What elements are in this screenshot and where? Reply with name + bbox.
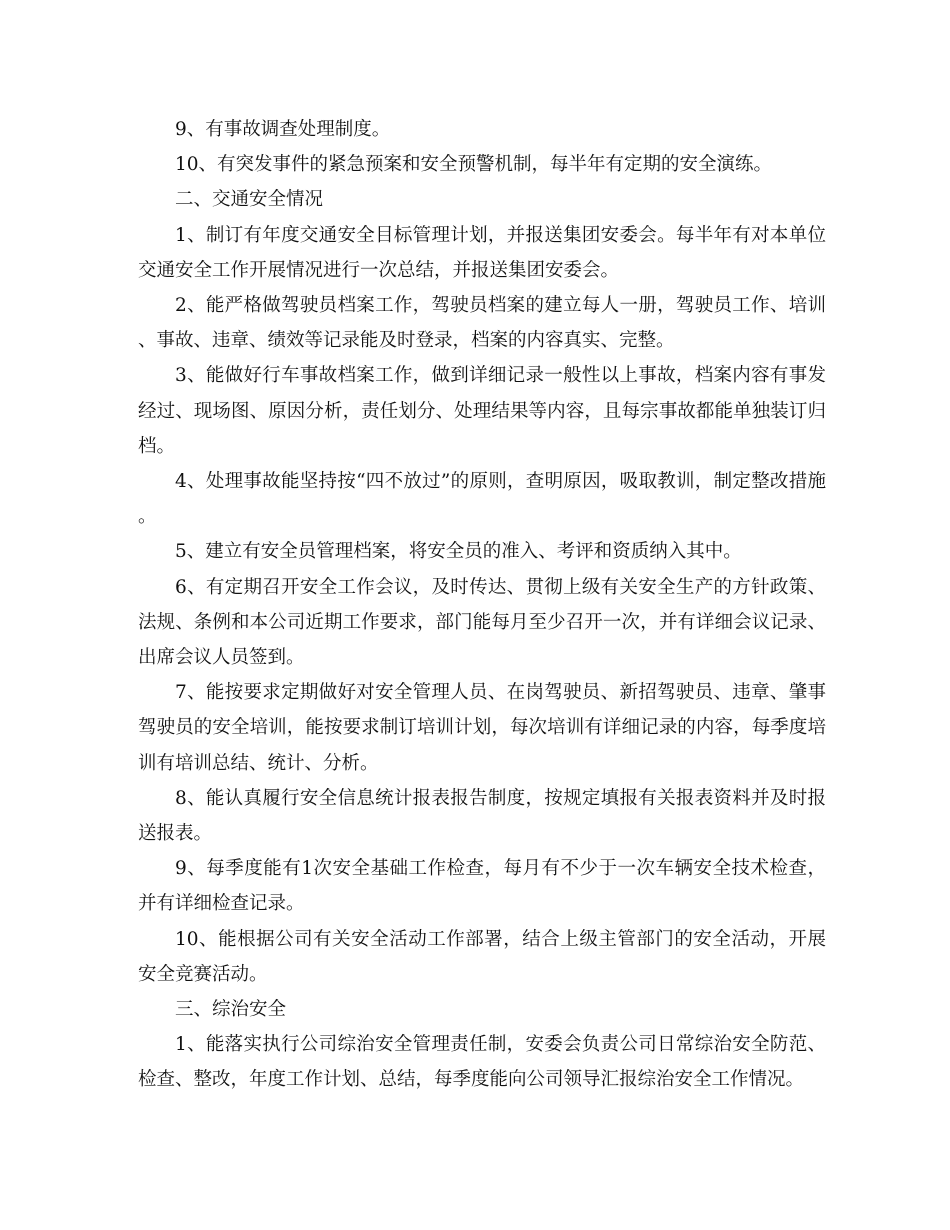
paragraph-traffic-3: 3、能做好行车事故档案工作，做到详细记录一般性以上事故，档案内容有事发经过、现场图、原因分析，责任划分、处理结果等内容，且每宗事故都能单独装订归档。 [138, 365, 826, 457]
paragraph-traffic-5: 5、建立有安全员管理档案，将安全员的准入、考评和资质纳入其中。 [175, 541, 742, 563]
paragraph-traffic-9: 9、每季度能有1次安全基础工作检查，每月有不少于一次车辆安全技术检查，并有详细检查记录。 [138, 858, 826, 915]
document-body [138, 112, 826, 1098]
paragraph-traffic-1: 1、制订有年度交通安全目标管理计划，并报送集团安委会。每半年有对本单位交通安全工作开展情况进行一次总结，并报送集团安委会。 [138, 224, 826, 281]
paragraph-item-10: 10、有突发事件的紧急预案和安全预警机制，每半年有定期的安全演练。 [175, 154, 773, 176]
paragraph-traffic-6: 6、有定期召开安全工作会议，及时传达、贯彻上级有关安全生产的方针政策、法规、条例和本公司近期工作要求，部门能每月至少召开一次，并有详细会议记录、出席会议人员签到。 [138, 576, 826, 669]
paragraph-traffic-10: 10、能根据公司有关安全活动工作部署，结合上级主管部门的安全活动，开展安全竞赛活动。 [138, 928, 826, 985]
paragraph-traffic-4: 4、处理事故能坚持按“四不放过”的原则，查明原因，吸取教训，制定整改措施。 [138, 471, 826, 528]
paragraph-traffic-2: 2、能严格做驾驶员档案工作，驾驶员档案的建立每人一册，驾驶员工作、培训、事故、违章、绩效等记录能及时登录，档案的内容真实、完整。 [138, 295, 826, 352]
paragraph-comprehensive-1: 1、能落实执行公司综治安全管理责任制，安委会负责公司日常综治安全防范、检查、整改，年度工作计划、总结，每季度能向公司领导汇报综治安全工作情况。 [138, 1034, 826, 1091]
paragraph-item-9: 9、有事故调查处理制度。 [175, 119, 391, 140]
section-heading-traffic-safety: 二、交通安全情况 [175, 189, 324, 211]
paragraph-traffic-8: 8、能认真履行安全信息统计报表报告制度，按规定填报有关报表资料并及时报送报表。 [138, 787, 826, 845]
paragraph-traffic-7: 7、能按要求定期做好对安全管理人员、在岗驾驶员、新招驾驶员、违章、肇事驾驶员的安全培训，能按要求制订培训计划，每次培训有详细记录的内容，每季度培训有培训总结、统计、分析。 [138, 682, 826, 774]
section-heading-comprehensive-safety: 三、综治安全 [175, 999, 287, 1021]
